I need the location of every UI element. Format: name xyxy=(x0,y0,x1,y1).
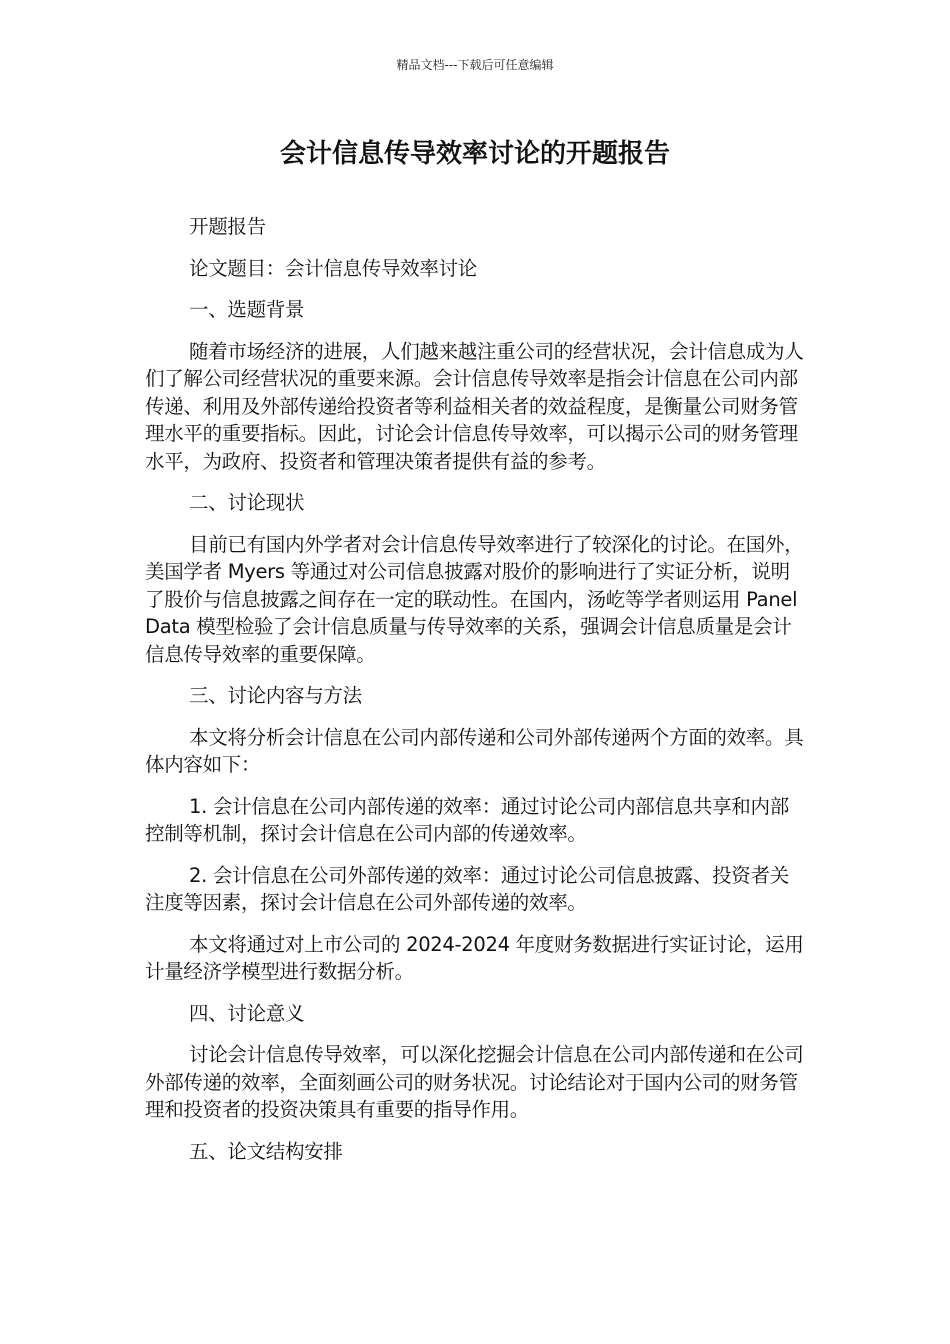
thesis-title-line: 论文题目：会计信息传导效率讨论 xyxy=(189,256,478,280)
paragraph-significance: 讨论会计信息传导效率，可以深化挖掘会计信息在公司内部传递和在公司外部传递的效率，全面刻画公司的财务状况。讨论结论对于国内公司的财务管理和投资者的投资决策具有重要的指导作用。 xyxy=(145,1043,804,1121)
paragraph-content-intro: 本文将分析会计信息在公司内部传递和公司外部传递两个方面的效率。具体内容如下： xyxy=(145,725,804,776)
header-note: 精品文档---下载后可任意编辑 xyxy=(396,58,554,72)
paragraph-status: 目前已有国内外学者对会计信息传导效率进行了较深化的讨论。在国外，美国学者 Myers 等通过对公司信息披露对股价的影响进行了实证分析，说明了股价与信息披露之间存在一定的联动性。在国内，汤屹等学者则运用 Panel Data 模型检验了会计信息质量与传导效率的关系，强调会计信息质量是会计信息传导效率的重要保障。 xyxy=(145,532,804,666)
document-title: 会计信息传导效率讨论的开题报告 xyxy=(279,139,670,169)
section-label-proposal: 开题报告 xyxy=(189,215,266,238)
paragraph-method: 本文将通过对上市公司的 2024-2024 年度财务数据进行实证讨论，运用计量经济学模型进行数据分析。 xyxy=(145,932,804,983)
section-heading-background: 一、选题背景 xyxy=(189,298,305,321)
section-heading-significance: 四、讨论意义 xyxy=(189,1001,305,1025)
section-heading-structure: 五、论文结构安排 xyxy=(189,1139,343,1163)
document-body xyxy=(145,213,807,1179)
paragraph-item-internal: 1. 会计信息在公司内部传递的效率：通过讨论公司内部信息共享和内部控制等机制，探讨会计信息在公司内部的传递效率。 xyxy=(145,794,789,845)
paragraph-background: 随着市场经济的进展，人们越来越注重公司的经营状况，会计信息成为人们了解公司经营状况的重要来源。会计信息传导效率是指会计信息在公司内部传递、利用及外部传递给投资者等利益相关者的效益程度，是衡量公司财务管理水平的重要指标。因此，讨论会计信息传导效率，可以揭示公司的财务管理水平，为政府、投资者和管理决策者提供有益的参考。 xyxy=(145,339,804,473)
section-heading-content-method: 三、讨论内容与方法 xyxy=(189,684,362,707)
section-heading-status: 二、讨论现状 xyxy=(189,491,305,514)
paragraph-item-external: 2. 会计信息在公司外部传递的效率：通过讨论公司信息披露、投资者关注度等因素，探讨会计信息在公司外部传递的效率。 xyxy=(145,863,789,914)
